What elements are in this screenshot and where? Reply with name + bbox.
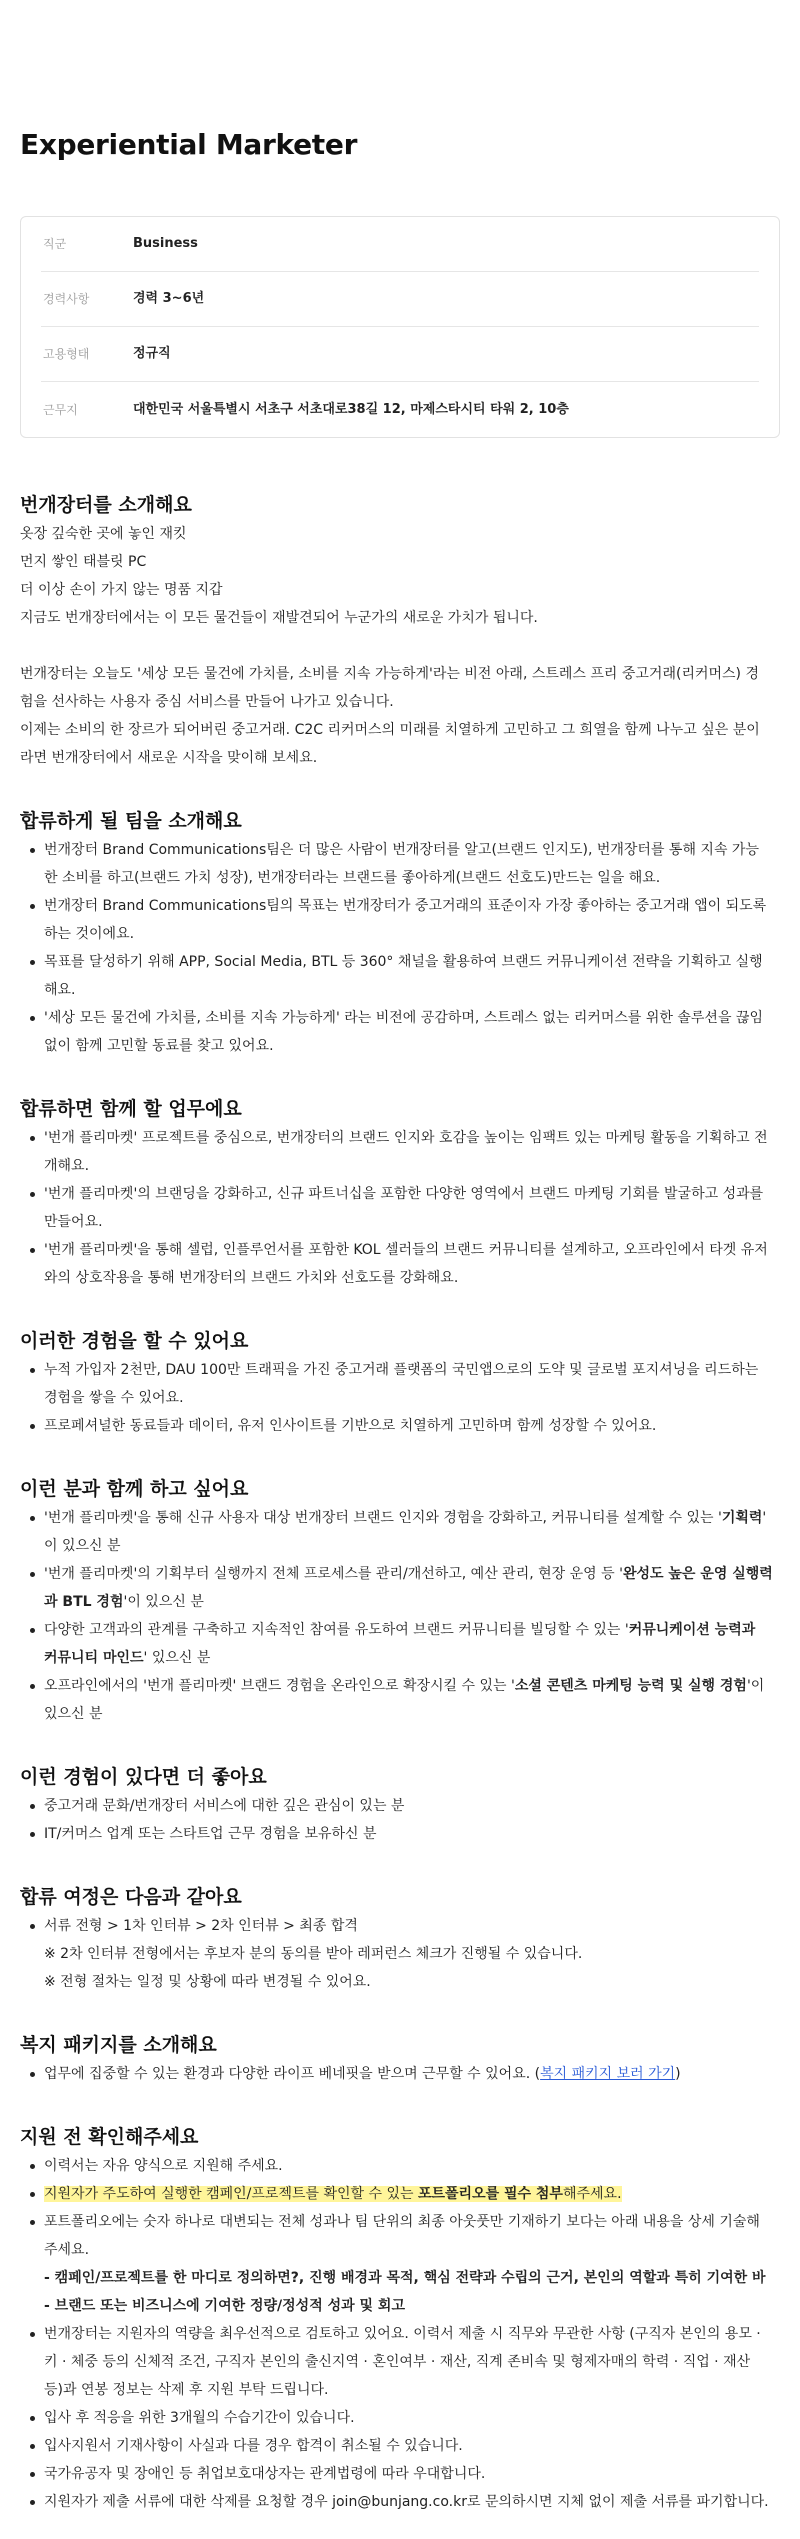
section-process (20, 1882, 780, 1996)
section-welfare (20, 2030, 780, 2088)
process-list (20, 1912, 780, 1940)
info-label: 직군 (43, 237, 67, 251)
work-list (20, 1124, 780, 1292)
list-item: 프로페셔널한 동료들과 데이터, 유저 인사이트를 기반으로 치열하게 고민하며 함께 성장할 수 있어요. (20, 1412, 780, 1440)
intro-line: 옷장 깊숙한 곳에 놓인 재킷 (20, 526, 187, 542)
section-title: 이러한 경험을 할 수 있어요 (20, 1330, 249, 1352)
list-item: 다양한 고객과의 관계를 구축하고 지속적인 참여를 유도하여 브랜드 커뮤니티를 빌딩할 수 있는 '커뮤니케이션 능력과 커뮤니티 마인드' 있으신 분 (20, 1616, 780, 1672)
section-team (20, 806, 780, 1060)
intro-line: 라면 번개장터에서 새로운 시작을 맞이해 보세요. (20, 750, 318, 766)
info-row-experience (41, 272, 759, 327)
list-item: 번개장터 Brand Communications팀은 더 많은 사람이 번개장터를 알고(브랜드 인지도), 번개장터를 통해 지속 가능 한 소비를 하고(브랜드 가치 성장), 번개장터라는 브랜드를 좋아하게(브랜드 선호도)만드는 일을 해요. (20, 836, 780, 892)
section-experience (20, 1326, 780, 1440)
info-value: Business (133, 236, 198, 251)
intro-line: 험을 선사하는 사용자 중심 서비스를 만들어 나가고 있습니다. (20, 694, 394, 710)
job-info-card (20, 216, 780, 438)
info-value: 경력 3~6년 (133, 291, 205, 306)
highlighted-text: 지원자가 주도하여 실행한 캠페인/프로젝트를 확인할 수 있는 포트폴리오를 필수 첨부해주세요. (44, 2186, 622, 2202)
list-item: '번개 플리마켓' 프로젝트를 중심으로, 번개장터의 브랜드 인지와 호감을 높이는 임팩트 있는 마케팅 활동을 기획하고 전 개해요. (20, 1124, 780, 1180)
section-title: 합류하면 함께 할 업무에요 (20, 1098, 242, 1120)
section-title: 지원 전 확인해주세요 (20, 2126, 199, 2148)
welfare-package-link[interactable]: 복지 패키지 보러 가기 (540, 2066, 676, 2082)
section-work (20, 1094, 780, 1292)
section-title: 합류 여정은 다음과 같아요 (20, 1886, 242, 1908)
list-item: 지원자가 제출 서류에 대한 삭제를 요청할 경우 join@bunjang.co.kr로 문의하시면 지체 없이 제출 서류를 파기합니다. (20, 2488, 780, 2516)
spacer (20, 632, 780, 660)
list-item: '번개 플리마켓'을 통해 신규 사용자 대상 번개장터 브랜드 인지와 경험을 강화하고, 커뮤니티를 설계할 수 있는 '기획력' 이 있으신 분 (20, 1504, 780, 1560)
process-note: ※ 전형 절차는 일정 및 상황에 따라 변경될 수 있어요. (44, 1974, 371, 1990)
list-item (20, 2180, 780, 2208)
list-item: 번개장터 Brand Communications팀의 목표는 번개장터가 중고거래의 표준이자 가장 좋아하는 중고거래 앱이 되도록 하는 것이에요. (20, 892, 780, 948)
section-title: 합류하게 될 팀을 소개해요 (20, 810, 242, 832)
info-row-category (41, 217, 759, 272)
list-item: 서류 전형 > 1차 인터뷰 > 2차 인터뷰 > 최종 합격 (20, 1912, 780, 1940)
info-label: 근무지 (43, 402, 78, 417)
preferred-list (20, 1792, 780, 1848)
info-row-location (41, 382, 759, 437)
intro-line: 이제는 소비의 한 장르가 되어버린 중고거래. C2C 리커머스의 미래를 치열하게 고민하고 그 희열을 함께 나누고 싶은 분이 (20, 722, 760, 738)
section-title: 번개장터를 소개해요 (20, 494, 192, 516)
list-item: 입사지원서 기재사항이 사실과 다를 경우 합격이 취소될 수 있습니다. (20, 2432, 780, 2460)
section-checklist (20, 2122, 780, 2516)
intro-line: 먼지 쌓인 태블릿 PC (20, 554, 147, 570)
list-item: 포트폴리오에는 숫자 하나로 대변되는 전체 성과나 팀 단위의 최종 아웃풋만 기재하기 보다는 아래 내용을 상세 기술해 주세요. - 캠페인/프로젝트를 한 마디로 정의하면?, 진행 배경과 목적, 핵심 전략과 수립의 근거, 본인의 역할과 특히 기여한 바 - 브랜드 또는 비즈니스에 기여한 정량/정성적 성과 및 회고 (20, 2208, 780, 2320)
info-value: 대한민국 서울특별시 서초구 서초대로38길 12, 마제스타시티 타워 2, 10층 (133, 401, 569, 417)
intro-line: 더 이상 손이 가지 않는 명품 지갑 (20, 582, 223, 598)
list-item: 이력서는 자유 양식으로 지원해 주세요. (20, 2152, 780, 2180)
list-item: 국가유공자 및 장애인 등 취업보호대상자는 관계법령에 따라 우대합니다. (20, 2460, 780, 2488)
list-item: 업무에 집중할 수 있는 환경과 다양한 라이프 베네핏을 받으며 근무할 수 있어요. (복지 패키지 보러 가기) (20, 2060, 780, 2088)
section-wanted (20, 1474, 780, 1728)
section-title: 이런 분과 함께 하고 싶어요 (20, 1478, 249, 1500)
info-value: 정규직 (133, 346, 171, 361)
welfare-list (20, 2060, 780, 2088)
intro-line: 지금도 번개장터에서는 이 모든 물건들이 재발견되어 누군가의 새로운 가치가 됩니다. (20, 610, 538, 626)
team-list (20, 836, 780, 1060)
list-item: '세상 모든 물건에 가치를, 소비를 지속 가능하게' 라는 비전에 공감하며, 스트레스 없는 리커머스를 위한 솔루션을 끊임 없이 함께 고민할 동료를 찾고 있어요. (20, 1004, 780, 1060)
info-label: 경력사항 (43, 292, 90, 306)
section-title: 이런 경험이 있다면 더 좋아요 (20, 1766, 267, 1788)
list-item: '번개 플리마켓'의 기획부터 실행까지 전체 프로세스를 관리/개선하고, 예산 관리, 현장 운영 등 '완성도 높은 운영 실행력 과 BTL 경험'이 있으신 분 (20, 1560, 780, 1616)
section-title: 복지 패키지를 소개해요 (20, 2034, 217, 2056)
section-company-intro (20, 490, 780, 772)
list-item: 중고거래 문화/번개장터 서비스에 대한 깊은 관심이 있는 분 (20, 1792, 780, 1820)
info-row-employment (41, 327, 759, 382)
job-title: Experiential Marketer (20, 128, 358, 161)
wanted-list (20, 1504, 780, 1728)
list-item: 번개장터는 지원자의 역량을 최우선적으로 검토하고 있어요. 이력서 제출 시 직무와 무관한 사항 (구직자 본인의 용모 · 키 · 체중 등의 신체적 조건, 구직자 본인의 출신지역 · 혼인여부 · 재산, 직계 존비속 및 형제자매의 학력 · 직업 · 재산 등)과 연봉 정보는 삭제 후 지원 부탁 드립니다. (20, 2320, 780, 2404)
list-item: 누적 가입자 2천만, DAU 100만 트래픽을 가진 중고거래 플랫폼의 국민앱으로의 도약 및 글로벌 포지셔닝을 리드하는 경험을 쌓을 수 있어요. (20, 1356, 780, 1412)
list-item: 입사 후 적응을 위한 3개월의 수습기간이 있습니다. (20, 2404, 780, 2432)
list-item: IT/커머스 업계 또는 스타트업 근무 경험을 보유하신 분 (20, 1820, 780, 1848)
info-label: 고용형태 (43, 347, 90, 361)
experience-list (20, 1356, 780, 1440)
list-item: 목표를 달성하기 위해 APP, Social Media, BTL 등 360° 채널을 활용하여 브랜드 커뮤니케이션 전략을 기획하고 실행 해요. (20, 948, 780, 1004)
process-note: ※ 2차 인터뷰 전형에서는 후보자 분의 동의를 받아 레퍼런스 체크가 진행될 수 있습니다. (44, 1946, 583, 1962)
intro-line: 번개장터는 오늘도 '세상 모든 물건에 가치를, 소비를 지속 가능하게'라는 비전 아래, 스트레스 프리 중고거래(리커머스) 경 (20, 666, 759, 682)
section-preferred (20, 1762, 780, 1848)
list-item: 오프라인에서의 '번개 플리마켓' 브랜드 경험을 온라인으로 확장시킬 수 있는 '소셜 콘텐츠 마케팅 능력 및 실행 경험'이 있으신 분 (20, 1672, 780, 1728)
list-item: '번개 플리마켓'을 통해 셀럽, 인플루언서를 포함한 KOL 셀러들의 브랜드 커뮤니티를 설계하고, 오프라인에서 타겟 유저 와의 상호작용을 통해 번개장터의 브랜드 가치와 선호도를 강화해요. (20, 1236, 780, 1292)
list-item: '번개 플리마켓'의 브랜딩을 강화하고, 신규 파트너십을 포함한 다양한 영역에서 브랜드 마케팅 기회를 발굴하고 성과를 만들어요. (20, 1180, 780, 1236)
checklist-list (20, 2152, 780, 2516)
